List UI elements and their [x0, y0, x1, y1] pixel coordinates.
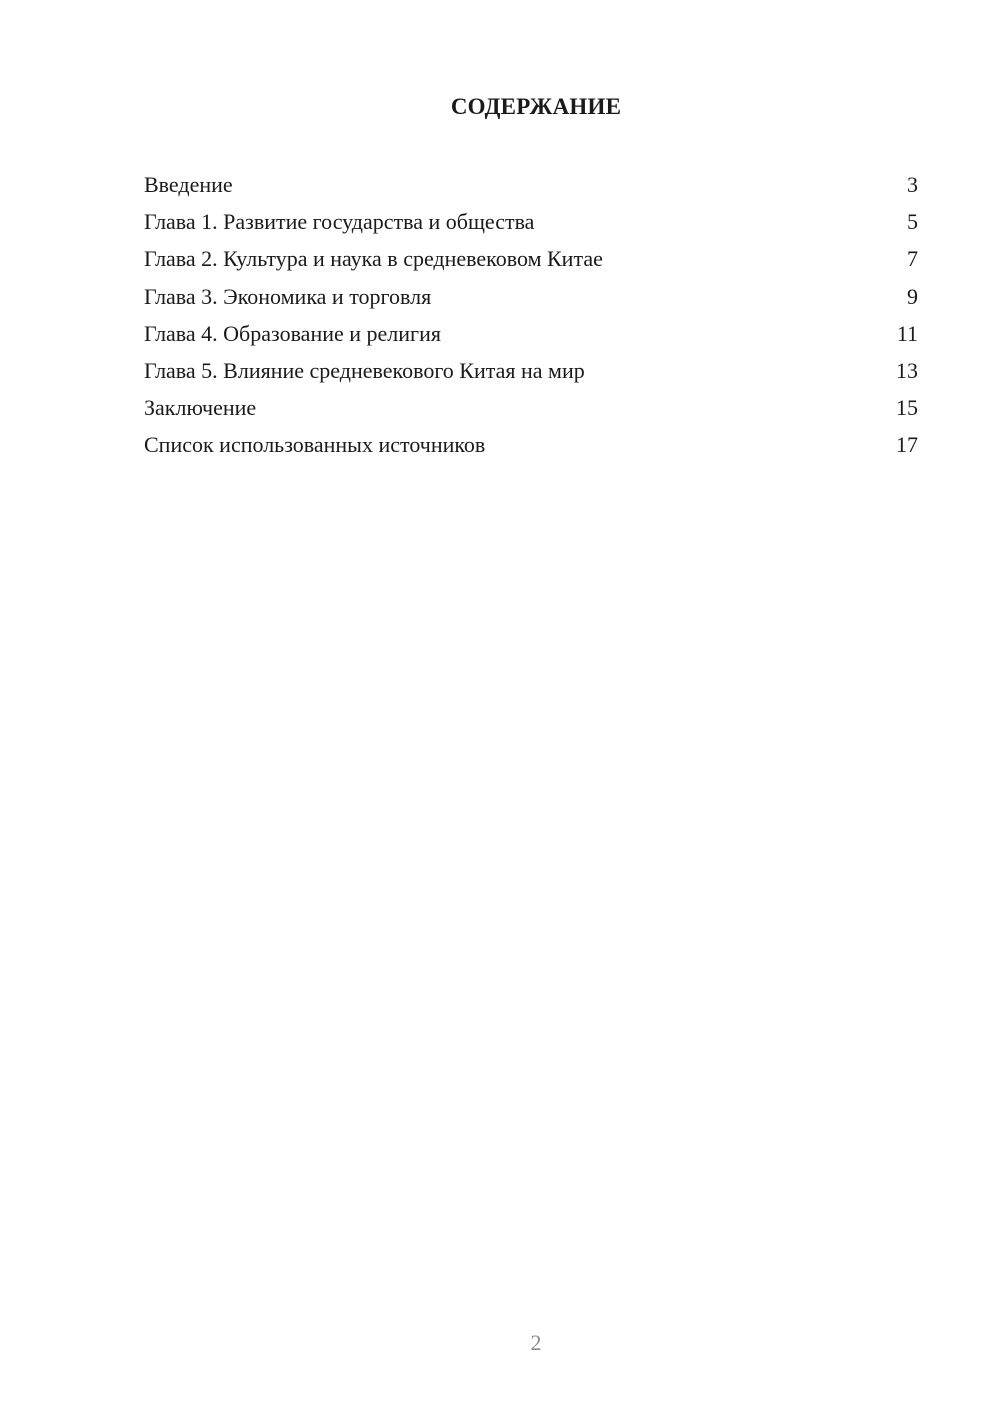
page-title: СОДЕРЖАНИЕ [450, 94, 622, 119]
toc-item-label: Введение [144, 172, 233, 197]
table-of-contents [144, 166, 918, 464]
toc-item-conclusion [144, 389, 918, 426]
toc-item-chapter-1 [144, 203, 918, 240]
toc-item-page: 17 [896, 432, 918, 458]
toc-item-label: Заключение [144, 395, 257, 421]
toc-item-label: Глава 2. Культура и наука в средневековом Китае [144, 246, 603, 272]
toc-item-label: Глава 3. Экономика и торговля [144, 283, 432, 309]
toc-item-label: Глава 1. Развитие государства и общества [144, 209, 535, 235]
toc-item-label: Глава 5. Влияние средневекового Китая на мир [144, 357, 585, 383]
toc-item-page: 3 [907, 172, 918, 197]
toc-item-page: 7 [907, 246, 918, 272]
toc-item-chapter-3 [144, 278, 918, 315]
toc-item-page: 11 [896, 320, 918, 346]
toc-item-page: 9 [907, 283, 918, 309]
toc-item-references [144, 426, 918, 463]
toc-item-page: 13 [896, 357, 918, 383]
toc-item-label: Глава 4. Образование и религия [144, 320, 441, 346]
toc-item-introduction [144, 166, 918, 203]
toc-item-chapter-2 [144, 240, 918, 277]
toc-item-label: Список использованных источников [144, 432, 486, 458]
toc-item-page: 5 [907, 209, 918, 235]
page-number: 2 [530, 1330, 542, 1355]
toc-item-page: 15 [896, 395, 918, 421]
toc-item-chapter-5 [144, 352, 918, 389]
toc-item-chapter-4 [144, 315, 918, 352]
